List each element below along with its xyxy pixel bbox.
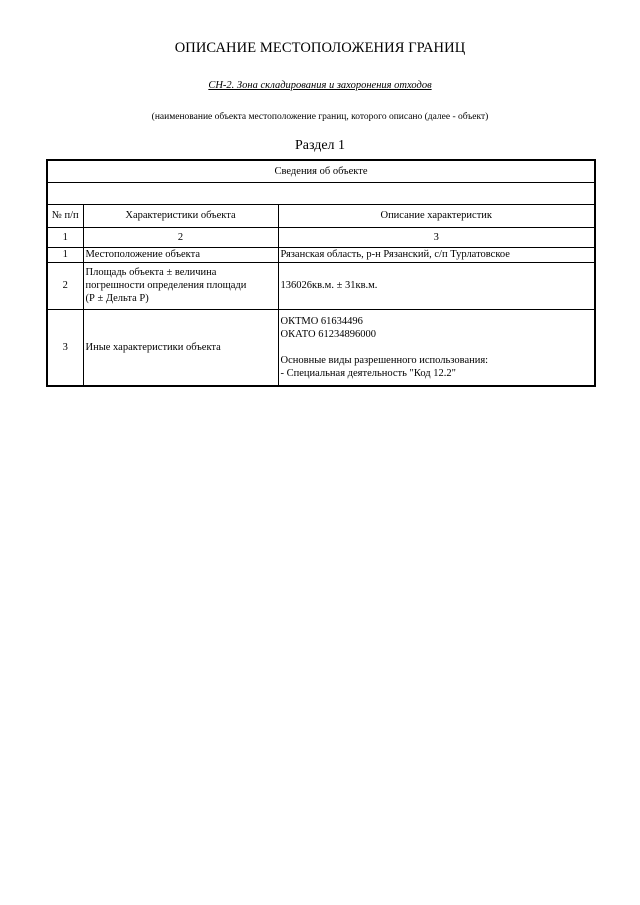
header-number: № п/п <box>47 204 83 227</box>
row-characteristic <box>83 262 278 309</box>
document-title: ОПИСАНИЕ МЕСТОПОЛОЖЕНИЯ ГРАНИЦ <box>174 40 466 56</box>
row-number: 3 <box>47 309 83 386</box>
table-numbering-row <box>47 227 595 247</box>
table-empty-row <box>47 182 595 204</box>
empty-cell <box>47 182 595 204</box>
row-description <box>278 309 595 386</box>
description-line <box>281 341 593 354</box>
row-description <box>278 262 595 309</box>
characteristic-line: Иные характеристики объекта <box>85 341 221 353</box>
table-caption: Сведения об объекте <box>47 160 595 182</box>
column-number: 2 <box>83 227 278 247</box>
section-title: Раздел 1 <box>294 138 346 153</box>
description-line: Основные виды разрешенного использования: <box>280 354 489 366</box>
description-line: - Специальная деятельность "Код 12.2" <box>280 367 456 379</box>
description-line: ОКТМО 61634496 <box>280 315 363 327</box>
header-characteristic: Характеристики объекта <box>83 204 278 227</box>
object-name-note: (наименование объекта местоположение границ, которого описано (далее - объект) <box>151 112 489 122</box>
column-number: 3 <box>278 227 595 247</box>
table-caption-row <box>47 160 595 182</box>
table-row <box>47 262 595 309</box>
table-row <box>47 309 595 386</box>
table-header-row <box>47 204 595 227</box>
characteristic-line: (Р ± Дельта Р) <box>85 293 149 304</box>
description-line: ОКАТО 61234896000 <box>280 328 376 340</box>
header-description: Описание характеристик <box>278 204 595 227</box>
row-number: 1 <box>47 247 83 262</box>
row-number: 2 <box>47 262 83 309</box>
characteristic-line: Местоположение объекта <box>85 249 201 260</box>
object-info-table <box>46 159 596 387</box>
table-row <box>47 247 595 262</box>
characteristic-line: погрешности определения площади <box>85 280 247 291</box>
characteristic-line: Площадь объекта ± величина <box>85 267 217 278</box>
row-characteristic <box>83 309 278 386</box>
description-line: 136026кв.м. ± 31кв.м. <box>280 280 378 291</box>
row-description <box>278 247 595 262</box>
column-number: 1 <box>47 227 83 247</box>
row-characteristic <box>83 247 278 262</box>
object-name: СН-2. Зона складирования и захоронения отходов <box>208 80 432 91</box>
description-line: Рязанская область, р-н Рязанский, с/п Турлатовское <box>280 249 510 260</box>
